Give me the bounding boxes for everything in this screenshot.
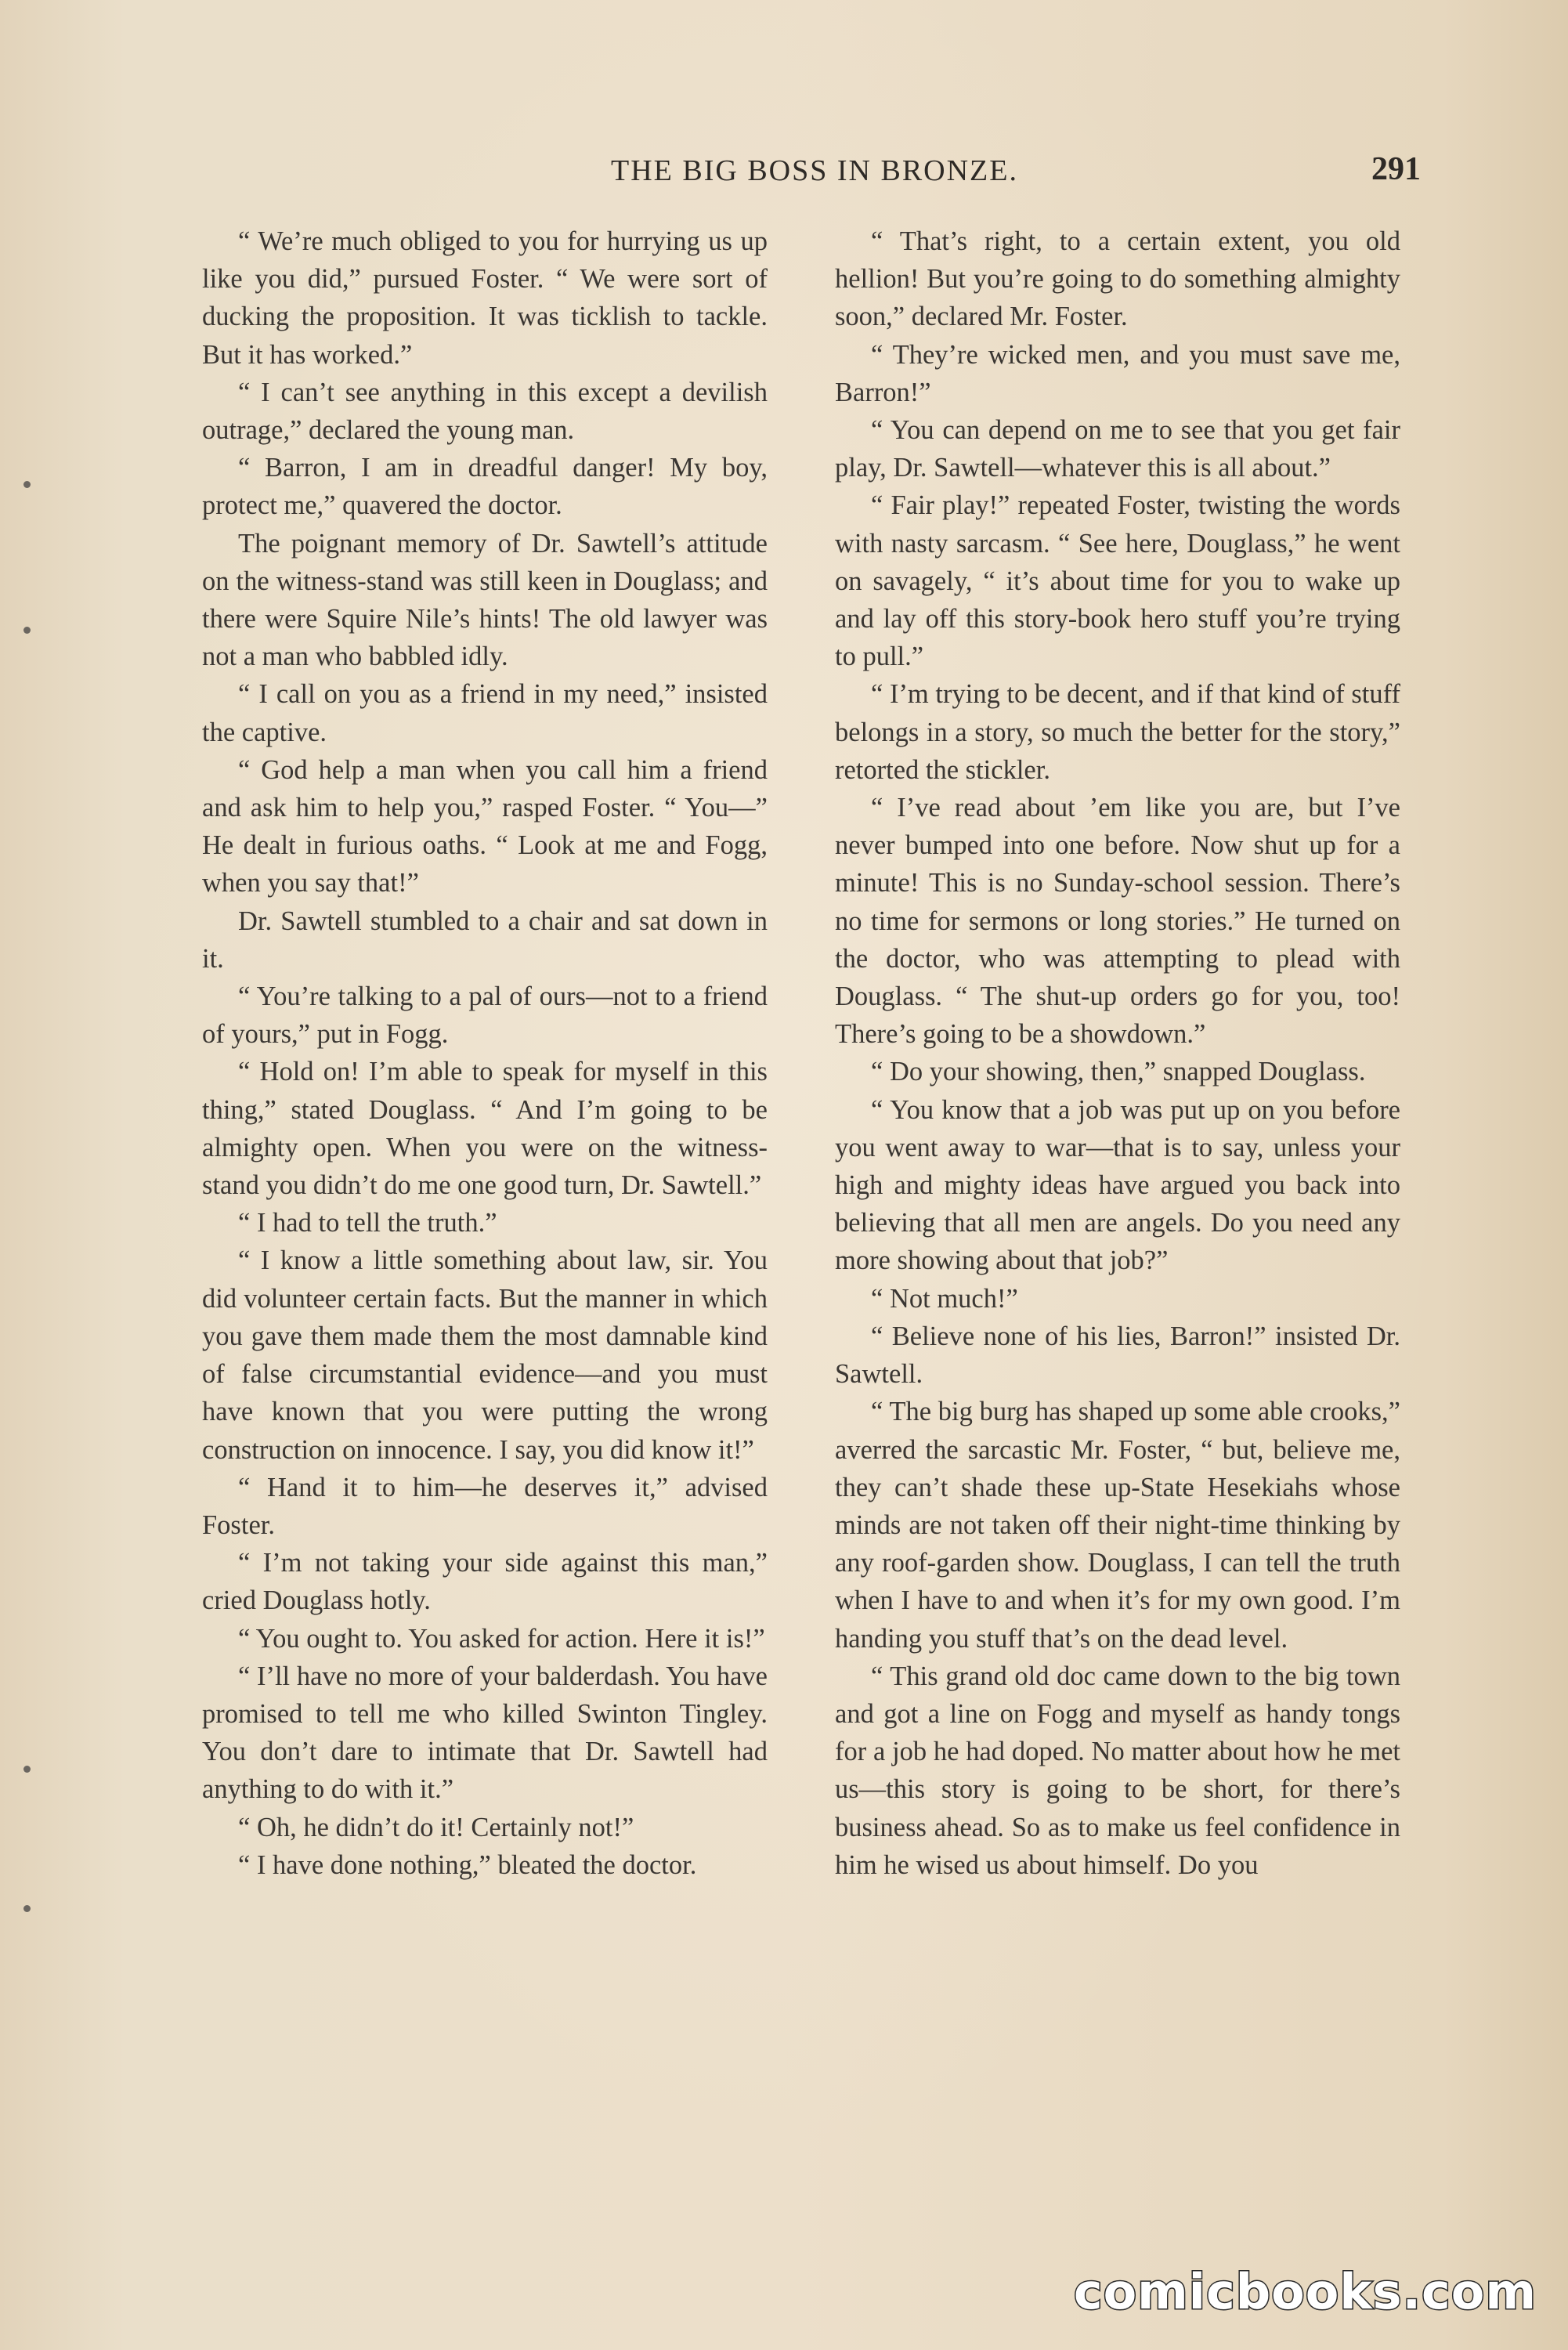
paragraph: “ Believe none of his lies, Barron!” insisted Dr. Sawtell. [835,1321,1400,1390]
paragraph: “ I’m trying to be decent, and if that kind of stuff belongs in a story, so much the better for the story,” retorted the stickler. [835,679,1400,785]
binding-speck [23,1766,31,1773]
paragraph: “ Barron, I am in dreadful danger! My boy, protect me,” quavered the doctor. [202,453,768,521]
watermark-logo: comicbooks.com [1073,2263,1537,2320]
right-column [835,222,1400,1884]
paragraph: “ You’re talking to a pal of ours—not to a friend of yours,” put in Fogg. [202,982,768,1050]
paragraph: “ Hand it to him—he deserves it,” advised Foster. [202,1472,768,1540]
paragraph: “ I’m not taking your side against this man,” cried Douglass hotly. [202,1548,768,1616]
page-number: 291 [1371,151,1421,187]
paragraph: “ God help a man when you call him a friend and ask him to help you,” rasped Foster. “ You—” He dealt in furious oaths. “ Look at me and Fogg, when you say that!” [202,754,768,898]
paragraph: “ I’ve read about ’em like you are, but I’ve never bumped into one before. Now shut up for a minute! This is no Sunday-school session. There’s no time for sermons or long stories.” He turned on the doctor, who was attempting to plead with Douglass. “ The shut-up orders go for you, too! There’s going to be a showdown.” [835,793,1400,1050]
paragraph: The poignant memory of Dr. Sawtell’s attitude on the witness-stand was still keen in Douglass; and there were Squire Nile’s hints! The old lawyer was not a man who babbled idly. [202,528,768,672]
paragraph: “ You can depend on me to see that you get fair play, Dr. Sawtell—whatever this is all about.” [835,415,1400,483]
paragraph: “ Do your showing, then,” snapped Douglass. [871,1057,1366,1087]
paragraph: Dr. Sawtell stumbled to a chair and sat down in it. [202,906,768,974]
left-column [202,222,768,1884]
paragraph: “ They’re wicked men, and you must save me, Barron!” [835,339,1400,407]
paragraph: “ I’ll have no more of your balderdash. You have promised to tell me who killed Swinton Tingley. You don’t dare to intimate that Dr. Sawtell had anything to do with it.” [202,1661,768,1805]
paragraph: “ We’re much obliged to you for hurrying us up like you did,” pursued Foster. “ We were sort of ducking the proposition. It was ticklish to tackle. But it has worked.” [202,226,768,370]
running-title: THE BIG BOSS IN BRONZE. [611,154,1018,187]
paragraph: “ Hold on! I’m able to speak for myself in this thing,” stated Douglass. “ And I’m going to be almighty open. When you were on the witness-stand you didn’t do me one good turn, Dr. Sawtell.” [202,1057,768,1201]
paragraph: “ This grand old doc came down to the big town and got a line on Fogg and myself as handy tongs for a job he had doped. No matter about how he met us—this story is going to be short, for there’s business ahead. So as to make us feel confidence in him he wised us about himself. Do you [835,1661,1400,1880]
binding-speck [23,1905,31,1912]
paragraph: “ I can’t see anything in this except a devilish outrage,” declared the young man. [202,377,768,446]
paragraph: “ You ought to. You asked for action. Here it is!” [238,1623,765,1654]
paragraph: “ The big burg has shaped up some able crooks,” averred the sarcastic Mr. Foster, “ but, believe me, they can’t shade these up-State Hesekiahs whose minds are not taken off their night-time thinking by any roof-garden show. Douglass, I can tell the truth when I have to and when it’s for my own good. I’m handing you stuff that’s on the dead level. [835,1397,1400,1654]
paragraph: “ Oh, he didn’t do it! Certainly not!” [238,1812,634,1842]
paragraph: “ Not much!” [871,1283,1018,1314]
paragraph: “ I had to tell the truth.” [238,1208,497,1238]
binding-speck [23,481,31,488]
binding-speck [23,627,31,634]
paragraph: “ I call on you as a friend in my need,” insisted the captive. [202,679,768,747]
paragraph: “ You know that a job was put up on you before you went away to war—that is to say, unless your high and mighty ideas have argued you back into believing that all men are angels. Do you need any more showing about that job?” [835,1094,1400,1276]
paragraph: “ That’s right, to a certain extent, you old hellion! But you’re going to do something almighty soon,” declared Mr. Foster. [835,226,1400,332]
paragraph: “ I have done nothing,” bleated the doctor. [238,1849,697,1880]
paragraph: “ I know a little something about law, sir. You did volunteer certain facts. But the manner in which you gave them made them the most damnable kind of false circumstantial evidence—and you must have known that you were putting the wrong construction on innocence. I say, you did know it!” [202,1246,768,1465]
paragraph: “ Fair play!” repeated Foster, twisting the words with nasty sarcasm. “ See here, Douglass,” he went on savagely, “ it’s about time for you to wake up and lay off this story-book hero stuff you’re trying to pull.” [835,490,1400,672]
